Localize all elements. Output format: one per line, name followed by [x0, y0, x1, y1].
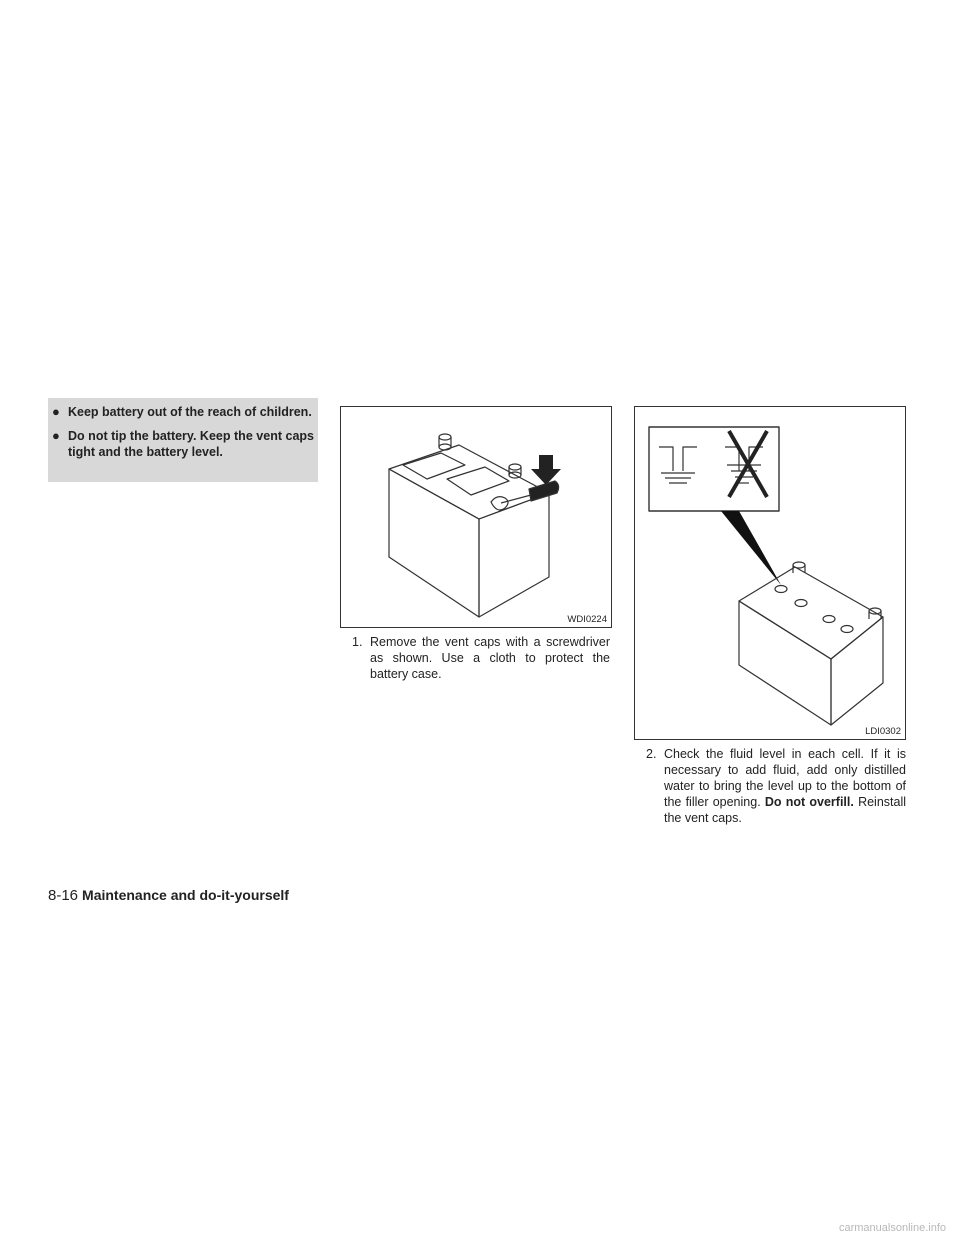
- page-footer: [48, 887, 289, 904]
- warning-bullet: [48, 404, 314, 420]
- step-2: [646, 746, 906, 826]
- warning-box: [48, 398, 318, 482]
- step-1: [352, 634, 610, 682]
- warning-text: Keep battery out of the reach of children.: [68, 405, 312, 419]
- battery-screwdriver-illustration: [341, 407, 611, 627]
- fluid-level-illustration: [635, 407, 905, 739]
- figure-fluid-level: [634, 406, 906, 740]
- section-title: Maintenance and do-it-yourself: [82, 887, 289, 903]
- figure-code: LDI0302: [865, 726, 901, 737]
- warning-bullet: [48, 428, 314, 460]
- warning-text: Do not tip the battery. Keep the vent caps tight and the battery level.: [68, 429, 314, 459]
- step-text-part: Reinstall the vent caps.: [664, 795, 907, 825]
- figure-vent-cap-removal: [340, 406, 612, 628]
- bullet-dot: ●: [52, 428, 60, 443]
- watermark: carmanualsonline.info: [838, 1222, 946, 1234]
- step-number: 1.: [352, 635, 363, 649]
- step-text-part: Check the fluid level in each cell. If it is necessary to add fluid, add only distilled water to bring the level up to the bottom of the filler opening.: [664, 747, 906, 809]
- page-number: 8-16: [48, 887, 79, 904]
- step-text: [646, 746, 906, 826]
- bullet-dot: ●: [52, 404, 60, 419]
- step-emphasis: Do not overfill.: [764, 795, 854, 809]
- figure-code: WDI0224: [567, 614, 607, 625]
- step-text: Remove the vent caps with a screwdriver as shown. Use a cloth to protect the battery case.: [370, 635, 610, 681]
- step-number: 2.: [646, 747, 657, 761]
